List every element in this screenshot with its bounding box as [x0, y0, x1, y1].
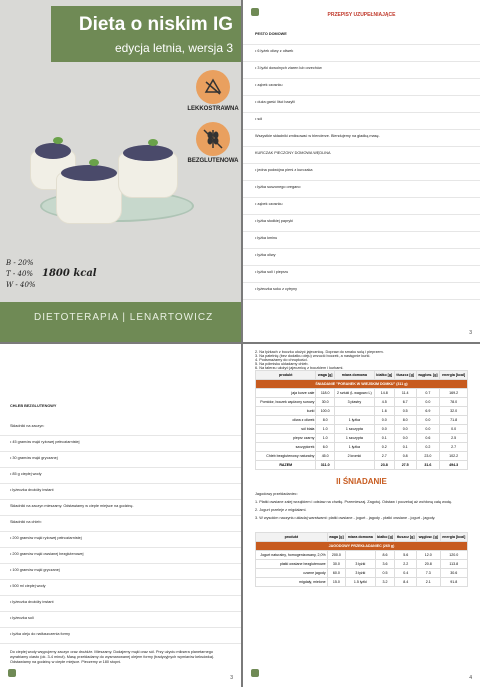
- column-header: produkt: [256, 371, 316, 380]
- table-cell: 3 łyżki: [346, 560, 376, 569]
- table-cell: 2.7: [440, 443, 468, 452]
- table-cell: 0.0: [394, 425, 416, 434]
- column-header: węglow. [g]: [416, 371, 440, 380]
- divider: [243, 163, 480, 164]
- column-header: waga [g]: [316, 371, 335, 380]
- table-cell: migdały, mielone: [256, 578, 328, 587]
- divider: [243, 61, 480, 62]
- table-cell: 1 łyżka: [334, 443, 374, 452]
- table-cell: 0.6: [416, 434, 440, 443]
- table-cell: 0.7: [416, 389, 440, 398]
- text-line: • jedna podwójna pierś z kurczaka: [255, 168, 313, 172]
- divider: [0, 483, 241, 484]
- divider: [243, 231, 480, 232]
- text-line: • łyżka oleju do natłuszczenia formy: [10, 632, 70, 636]
- table-row: [256, 560, 468, 569]
- text-line: • 6 łyżek oliwy z oliwek: [255, 49, 294, 53]
- table-cell: 2.2: [395, 560, 417, 569]
- table-cell: pieprz czarny: [256, 434, 316, 443]
- divider: [243, 146, 480, 147]
- meal-banner: JAGODOWY PRZEKŁADANIEC (265 g): [256, 542, 468, 551]
- table-cell: 0.1: [374, 434, 394, 443]
- table-cell: 45.0: [316, 452, 335, 461]
- text-line: 6. Na talerzu ułożyć jajecznicę z boczkiem i kurkami.: [255, 366, 344, 370]
- table-cell: 31.6: [416, 461, 440, 470]
- table-cell: 8.6: [375, 551, 395, 560]
- table-cell: 8.4: [395, 578, 417, 587]
- text-line: • sól: [255, 117, 263, 121]
- bread-recipe-page: [0, 344, 241, 687]
- table-cell: 1.6: [374, 407, 394, 416]
- text-line: • 30 gramów mąki gryczanej: [10, 456, 58, 460]
- table-cell: 100.0: [316, 407, 335, 416]
- text-line: • 200 gramów mąki owsianej bezglutenowej: [10, 552, 84, 556]
- text-line: • 200 gramów mąki ryżowej pełnoziarnistej: [10, 536, 82, 540]
- table-cell: 1 szczypta: [334, 425, 374, 434]
- table-cell: 0.2: [374, 443, 394, 452]
- table-row: [256, 551, 468, 560]
- nutrition-table-2: [255, 532, 468, 587]
- divider: [243, 95, 480, 96]
- table-cell: jaja kurze całe: [256, 389, 316, 398]
- table-cell: 30.0: [327, 560, 345, 569]
- macro-protein: B - 20%: [6, 259, 34, 267]
- text-line: Składniki na chleb:: [10, 520, 42, 524]
- macro-fat: T - 40%: [6, 270, 34, 278]
- table-cell: 60.0: [327, 569, 345, 578]
- table-cell: 8.0: [394, 416, 416, 425]
- table-cell: 91.8: [440, 578, 467, 587]
- macro-carbs: W - 40%: [6, 281, 36, 289]
- table-cell: 0.0: [416, 416, 440, 425]
- text-line: • 100 gramów mąki gryczanej: [10, 568, 60, 572]
- table-cell: 0.4: [395, 569, 417, 578]
- table-cell: 113.8: [440, 560, 467, 569]
- table-cell: 3.2: [375, 578, 395, 587]
- text-line: • 45 gramów mąki ryżowej pełnoziarnistej: [10, 440, 80, 444]
- divider: [0, 531, 241, 532]
- table-row: [256, 569, 468, 578]
- column-header: miara domowa: [334, 371, 374, 380]
- brand-band: [0, 302, 241, 342]
- table-row: [256, 416, 468, 425]
- lightweight-badge-icon: [196, 70, 230, 104]
- divider: [0, 643, 241, 644]
- divider: [243, 197, 480, 198]
- table-cell: 102.2: [440, 452, 468, 461]
- text-line: Wszystkie składniki zmiksować w blenderze. Blendujemy na gładką masę.: [255, 134, 380, 138]
- table-cell: 0.8: [394, 452, 416, 461]
- page-number: 4: [469, 675, 472, 681]
- table-cell: 3 łyżki: [346, 569, 376, 578]
- table-row: [256, 425, 468, 434]
- table-cell: [334, 407, 374, 416]
- table-cell: 494.3: [440, 461, 468, 470]
- column-header: węglow. [g]: [417, 533, 441, 542]
- divider: [0, 563, 241, 564]
- column-header: energia [kcal]: [440, 533, 467, 542]
- divider: [0, 515, 241, 516]
- meal-heading: II ŚNIADANIE: [336, 477, 387, 486]
- page-number: 3: [469, 330, 472, 336]
- meal-banner: ŚNIADANIE "PORANEK W WIEJSKIM DOMKU" (311 g): [256, 380, 468, 389]
- table-cell: 1.0: [316, 434, 335, 443]
- gluten-free-badge-icon: [196, 122, 230, 156]
- text-line: Składniki na zaczyn mieszamy. Odstawiamy w ciepłe miejsce na godzinę.: [10, 504, 134, 508]
- column-header: waga [g]: [327, 533, 345, 542]
- table-cell: 169.2: [440, 389, 468, 398]
- text-line: • łyżka kminu: [255, 236, 278, 240]
- text-line: • łyżka słodkiej papryki: [255, 219, 294, 223]
- table-row: [256, 452, 468, 461]
- divider: [243, 44, 480, 45]
- text-line: 3. Na patelnię (bez dodatku oleju) wrzucić boczek, a następnie kurki.: [255, 354, 371, 358]
- table-cell: 2.5: [440, 434, 468, 443]
- badge-label-light: LEKKOSTRAWNA: [187, 106, 239, 112]
- column-header: energia [kcal]: [440, 371, 468, 380]
- table-cell: 5.6: [395, 551, 417, 560]
- divider: [243, 180, 480, 181]
- brand-name: DIETOTERAPIA | LENARTOWICZ: [34, 312, 214, 323]
- table-cell: 118.0: [316, 389, 335, 398]
- section-heading: PRZEPISY UZUPEŁNIAJĄCE: [327, 12, 396, 18]
- column-header: tłuszcz [g]: [394, 371, 416, 380]
- table-cell: 2.1: [417, 578, 441, 587]
- divider: [0, 547, 241, 548]
- divider: [0, 579, 241, 580]
- text-line: • łyżeczka drożdży instant: [10, 488, 54, 492]
- table-cell: 3 plastry: [334, 398, 374, 407]
- text-line: • ząbek czosnku: [255, 202, 283, 206]
- divider: [243, 299, 480, 300]
- text-line: • ząbek czosnku: [255, 83, 283, 87]
- muffin-image: [56, 172, 122, 224]
- table-cell: 30.0: [316, 398, 335, 407]
- text-line: Jagodowy przekładaniec:: [255, 492, 298, 496]
- text-line: 2. Jogurt przeleje z migdałami.: [255, 508, 307, 512]
- divider: [0, 499, 241, 500]
- column-header: białko [g]: [374, 371, 394, 380]
- table-cell: 1 łyżka: [334, 416, 374, 425]
- table-cell: 2 sztuki (L wagowo L): [334, 389, 374, 398]
- nutrition-table-1: [255, 370, 468, 470]
- table-cell: 15.0: [327, 578, 345, 587]
- table-cell: 23.8: [374, 461, 394, 470]
- table-cell: 120.0: [440, 551, 467, 560]
- text-line: • 85 g ciepłej wody: [10, 472, 42, 476]
- table-cell: 6.9: [416, 407, 440, 416]
- recipes-page: [243, 0, 480, 342]
- instructions: Do ciepłej wody wsypujemy zaczyn oraz drożdże. Mieszamy. Dodajemy mąki oraz sól. Przy użyciu miksera planetarnego wyrabiamy ciasto (ok. 3-4 minut). Masę przekładamy do wysmarowanej olejem formy (tradycyjnych wymiarów keksówka). Odstawiamy na godzinę w ciepłe miejsce. Pieczemy w 180 stopni.: [10, 650, 215, 664]
- table-cell: 1.0: [316, 425, 335, 434]
- text-line: • 500 ml ciepłej wody: [10, 584, 46, 588]
- table-cell: 14.8: [374, 389, 394, 398]
- table-cell: 311.0: [316, 461, 335, 470]
- cover-title: Dieta o niskim IG: [78, 14, 233, 35]
- divider: [243, 112, 480, 113]
- table-cell: [334, 461, 374, 470]
- divider: [243, 129, 480, 130]
- text-line: 2. Na łyżkach z boczku ułożyć jajecznicę. Dopraw do smaku solą i pieprzem.: [255, 350, 384, 354]
- divider: [243, 265, 480, 266]
- table-cell: 0.0: [374, 416, 394, 425]
- table-row: [256, 389, 468, 398]
- table-cell: [346, 551, 376, 560]
- table-cell: 0.1: [394, 443, 416, 452]
- cover-page: [0, 0, 241, 342]
- table-cell: 0.0: [394, 434, 416, 443]
- table-cell: RAZEM: [256, 461, 316, 470]
- page-number: 3: [230, 675, 233, 681]
- divider: [0, 467, 241, 468]
- column-header: miara domowa: [346, 533, 376, 542]
- calorie-label: 1800 kcal: [42, 268, 97, 279]
- table-cell: 8.0: [316, 416, 335, 425]
- table-cell: 23.0: [416, 452, 440, 461]
- text-line: PESTO DOMOWE: [255, 32, 287, 36]
- table-row: [256, 407, 468, 416]
- divider: [0, 611, 241, 612]
- text-line: • łyżka oliwy: [255, 253, 276, 257]
- table-cell: 1 szczypta: [334, 434, 374, 443]
- divider: [0, 595, 241, 596]
- cover-subtitle: edycja letnia, wersja 3: [114, 41, 233, 55]
- table-cell: 0.5: [375, 569, 395, 578]
- meal-plan-page: [243, 344, 480, 687]
- table-cell: sól biała: [256, 425, 316, 434]
- table-cell: 0.2: [416, 443, 440, 452]
- footer-logo: [251, 669, 281, 679]
- text-line: • łyżka suszonego oregano: [255, 185, 301, 189]
- macro-list: [6, 258, 36, 291]
- table-cell: 2.7: [374, 452, 394, 461]
- table-cell: 12.0: [417, 551, 441, 560]
- text-line: • duża garść liści bazylii: [255, 100, 295, 104]
- table-cell: 11.4: [394, 389, 416, 398]
- text-line: • łyżeczka drożdży instant: [10, 600, 54, 604]
- footer-logo: [8, 669, 38, 679]
- table-cell: Pomidor, boczek wędzony surowy: [256, 398, 316, 407]
- table-cell: 0.0: [416, 398, 440, 407]
- table-cell: Jogurt naturalny, homogenizowany, 2,0%: [256, 551, 328, 560]
- divider: [243, 214, 480, 215]
- text-line: • łyżka soli i pieprzu: [255, 270, 289, 274]
- column-header: białko [g]: [375, 533, 395, 542]
- table-cell: 78.0: [440, 398, 468, 407]
- table-cell: 0.5: [394, 407, 416, 416]
- text-line: • łyżeczka soli: [10, 616, 34, 620]
- divider: [0, 451, 241, 452]
- table-row: [256, 578, 468, 587]
- table-cell: 0.0: [374, 425, 394, 434]
- table-cell: czarne jagody: [256, 569, 328, 578]
- divider: [243, 248, 480, 249]
- table-cell: 0.0: [416, 425, 440, 434]
- table-cell: 71.8: [440, 416, 468, 425]
- table-cell: kurki: [256, 407, 316, 416]
- table-cell: 0.0: [440, 425, 468, 434]
- text-line: • łyżeczka soku z cytryny: [255, 287, 298, 291]
- table-cell: 200.0: [327, 551, 345, 560]
- divider: [0, 627, 241, 628]
- text-line: 1. Płatki owsiane zalej wrzątkiem i odstaw na chwilę. Przemieszaj. Zagotuj. Odstaw i poczekaj aż wchłoną całą wodę.: [255, 500, 453, 504]
- table-cell: 30.6: [440, 569, 467, 578]
- table-cell: szczypiorek: [256, 443, 316, 452]
- table-cell: 6.7: [394, 398, 416, 407]
- table-cell: 1.5 łyżki: [346, 578, 376, 587]
- table-cell: płatki owsiane bezglutenowe: [256, 560, 328, 569]
- text-line: Składniki na zaczyn:: [10, 424, 45, 428]
- table-cell: 6.0: [316, 443, 335, 452]
- column-header: produkt: [256, 533, 328, 542]
- divider: [0, 435, 241, 436]
- text-line: 5. Na półmisku układamy chleb.: [255, 362, 309, 366]
- table-row: [256, 434, 468, 443]
- table-cell: Chleb bezglutenowy naturalny: [256, 452, 316, 461]
- divider: [243, 78, 480, 79]
- column-header: tłuszcz [g]: [395, 533, 417, 542]
- total-row: [256, 461, 468, 470]
- text-line: 3. W wysokim naczyniu układaj warstwami: płatki owsiane - jogurt - jagody - płatki owsiane - jogurt - jagody.: [255, 516, 436, 520]
- section-heading: CHLEB BEZGLUTENOWY: [10, 404, 57, 408]
- table-cell: 4.5: [374, 398, 394, 407]
- table-cell: 32.0: [440, 407, 468, 416]
- table-cell: oliwa z oliwek: [256, 416, 316, 425]
- table-row: [256, 443, 468, 452]
- table-cell: 2 kromki: [334, 452, 374, 461]
- table-cell: 7.3: [417, 569, 441, 578]
- text-line: KURCZAK PIECZONY DOMOWA WĘDLINA: [255, 151, 331, 155]
- table-row: [256, 398, 468, 407]
- table-cell: 27.5: [394, 461, 416, 470]
- title-band: [51, 6, 241, 62]
- badge-label-gluten: BEZGLUTENOWA: [187, 158, 239, 164]
- divider: [243, 282, 480, 283]
- table-cell: 3.6: [375, 560, 395, 569]
- muffin-image: [118, 152, 178, 198]
- text-line: • 3 łyżki dowolnych ziaren lub orzechów: [255, 66, 322, 70]
- table-cell: 20.8: [417, 560, 441, 569]
- text-line: 4. Podsmażamy do chrupkości.: [255, 358, 308, 362]
